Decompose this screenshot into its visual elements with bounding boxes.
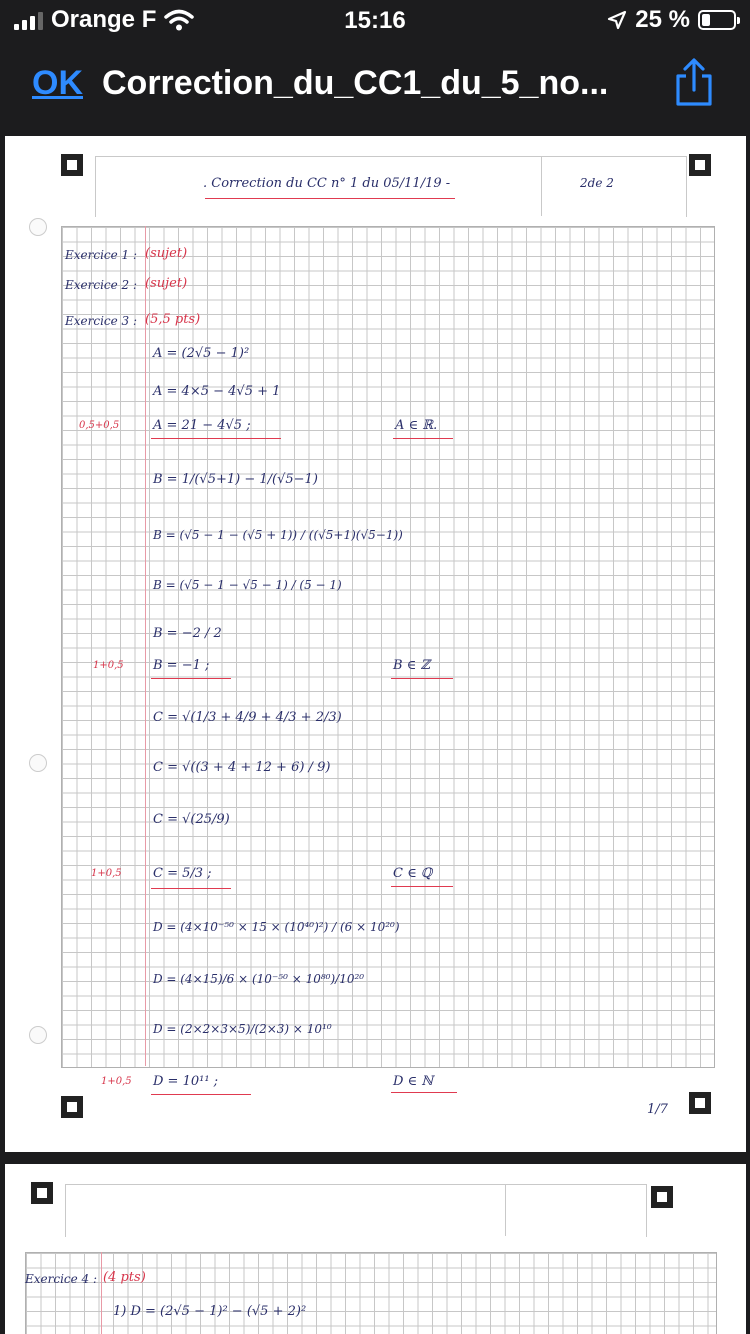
- math-line: D = (2×2×3×5)/(2×3) × 10¹⁰: [153, 1022, 332, 1036]
- math-result: D = 10¹¹ ;: [153, 1074, 219, 1089]
- set-underline: [391, 678, 453, 679]
- set-underline: [391, 1092, 457, 1093]
- navigation-bar: [0, 44, 750, 128]
- document-page-1: [5, 136, 746, 1152]
- header-divider: [505, 1184, 506, 1236]
- points-note: 0,5+0,5: [79, 420, 120, 431]
- math-line: 1) D = (2√5 − 1)² − (√5 + 2)²: [113, 1304, 307, 1319]
- points-note: 1+0,5: [101, 1076, 132, 1087]
- location-icon: [607, 10, 627, 30]
- margin-line: [145, 226, 146, 1066]
- math-line: B = −2 / 2: [153, 626, 222, 641]
- math-result: C = 5/3 ;: [153, 866, 212, 881]
- scan-corner-marker: [31, 1182, 53, 1204]
- margin-line: [101, 1252, 102, 1334]
- document-header: . Correction du CC n° 1 du 05/11/19 -: [203, 176, 451, 191]
- exercise-2-label: Exercice 2 :: [65, 278, 138, 292]
- document-title: Correction_du_CC1_du_5_no...: [102, 64, 609, 102]
- scan-corner-marker: [689, 154, 711, 176]
- math-line: C = √(1/3 + 4/9 + 4/3 + 2/3): [153, 710, 342, 725]
- set-underline: [391, 886, 453, 887]
- math-line: C = √((3 + 4 + 12 + 6) / 9): [153, 760, 331, 775]
- math-line: D = (4×10⁻⁵⁰ × 15 × (10⁴⁰)²) / (6 × 10²⁰): [153, 920, 400, 934]
- points-note: 1+0,5: [93, 660, 124, 671]
- set-membership: A ∈ ℝ.: [395, 418, 438, 433]
- punch-hole: [29, 754, 47, 772]
- battery-icon: [698, 10, 736, 30]
- ok-button[interactable]: OK: [32, 64, 83, 102]
- math-line: A = 4×5 − 4√5 + 1: [153, 384, 281, 399]
- clock: 15:16: [344, 7, 406, 34]
- document-viewer[interactable]: [0, 128, 750, 1334]
- exercise-3-label: Exercice 3 :: [65, 314, 138, 328]
- exercise-1-label: Exercice 1 :: [65, 248, 138, 262]
- scan-corner-marker: [689, 1092, 711, 1114]
- set-membership: B ∈ ℤ: [393, 658, 430, 673]
- result-underline: [151, 678, 231, 679]
- exercise-3-note: (5,5 pts): [145, 312, 201, 327]
- result-underline: [151, 888, 231, 889]
- battery-percent: 25 %: [635, 6, 690, 33]
- exercise-4-label: Exercice 4 :: [25, 1272, 98, 1286]
- class-label: 2de 2: [580, 176, 614, 190]
- share-icon[interactable]: [672, 58, 716, 108]
- points-note: 1+0,5: [91, 868, 122, 879]
- grid-paper: [25, 1252, 717, 1334]
- math-line: B = 1/(√5+1) − 1/(√5−1): [153, 472, 318, 487]
- scan-corner-marker: [651, 1186, 673, 1208]
- exercise-1-note: (sujet): [145, 246, 188, 261]
- math-line: B = (√5 − 1 − √5 − 1) / (5 − 1): [153, 578, 342, 592]
- punch-hole: [29, 218, 47, 236]
- result-underline: [151, 438, 281, 439]
- set-membership: D ∈ ℕ: [393, 1074, 434, 1089]
- page-number: 1/7: [647, 1102, 668, 1117]
- math-line: C = √(25/9): [153, 812, 230, 827]
- scan-corner-marker: [61, 1096, 83, 1118]
- document-page-2: [5, 1164, 746, 1334]
- math-line: B = (√5 − 1 − (√5 + 1)) / ((√5+1)(√5−1)): [153, 528, 403, 542]
- result-underline: [151, 1094, 251, 1095]
- battery-fill: [702, 14, 710, 26]
- set-underline: [393, 438, 453, 439]
- header-underline: [205, 198, 455, 199]
- carrier-label: Orange F: [51, 6, 157, 33]
- exercise-4-note: (4 pts): [103, 1270, 146, 1285]
- exercise-2-note: (sujet): [145, 276, 188, 291]
- math-line: D = (4×15)/6 × (10⁻⁵⁰ × 10⁸⁰)/10²⁰: [153, 972, 365, 986]
- math-line: A = (2√5 − 1)²: [153, 346, 250, 361]
- punch-hole: [29, 1026, 47, 1044]
- math-result: B = −1 ;: [153, 658, 210, 673]
- scan-corner-marker: [61, 154, 83, 176]
- status-bar: [0, 0, 750, 40]
- set-membership: C ∈ ℚ: [393, 866, 433, 881]
- math-result: A = 21 − 4√5 ;: [153, 418, 251, 433]
- header-divider: [541, 156, 542, 216]
- header-frame: [65, 1184, 647, 1237]
